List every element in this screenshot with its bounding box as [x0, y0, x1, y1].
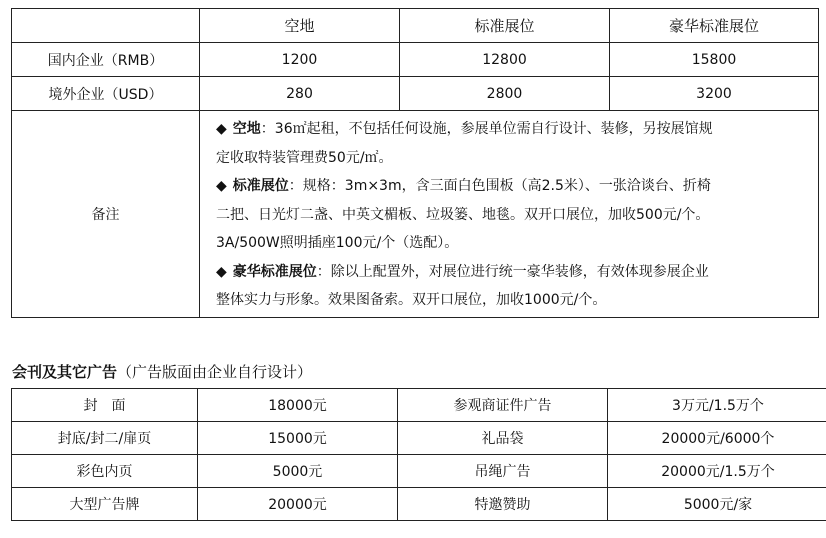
- note-text: 3A/500W照明插座100元/个（选配）。: [216, 235, 459, 251]
- header-corner-cell: [12, 9, 200, 43]
- booth-header-row: [12, 9, 819, 43]
- ad-price: 3万元/1.5万个: [608, 389, 826, 422]
- ad-price: 5000元: [198, 455, 398, 488]
- ad-item: 特邀赞助: [398, 488, 608, 521]
- table-row: [12, 488, 826, 521]
- note-text: ：规格：3m×3m，含三面白色围板（高2.5米）、一张洽谈台、折椅: [288, 178, 711, 194]
- ad-item: 参观商证件广告: [398, 389, 608, 422]
- ad-price: 5000元/家: [608, 488, 826, 521]
- diamond-bullet-icon: ◆: [216, 178, 227, 194]
- price-cell: 280: [200, 77, 400, 111]
- booth-price-table: [11, 8, 819, 318]
- ads-section-title: [12, 362, 312, 382]
- note-standard-booth: [216, 172, 812, 258]
- notes-label: 备注: [12, 111, 200, 318]
- ad-item: 吊绳广告: [398, 455, 608, 488]
- note-text: ：除以上配置外，对展位进行统一豪华装修，有效体现参展企业: [316, 263, 709, 280]
- ad-item: 大型广告牌: [12, 488, 198, 521]
- table-row: [12, 43, 819, 77]
- header-open-space: 空地: [200, 9, 400, 43]
- header-luxury-booth: 豪华标准展位: [610, 9, 819, 43]
- diamond-bullet-icon: ◆: [216, 121, 227, 137]
- ad-price: 20000元/6000个: [608, 422, 826, 455]
- note-text: 二把、日光灯二盏、中英文楣板、垃圾篓、地毯。双开口展位，加收500元/个。: [216, 206, 710, 223]
- ads-price-table: [11, 388, 826, 521]
- note-heading: 空地: [232, 121, 261, 137]
- price-cell: 12800: [400, 43, 610, 77]
- table-row: [12, 422, 826, 455]
- price-cell: 1200: [200, 43, 400, 77]
- note-text: 定收取特装管理费50元/㎡。: [216, 149, 393, 166]
- note-open-space: [216, 115, 812, 172]
- ads-title-note: （广告版面由企业自行设计）: [117, 363, 313, 381]
- ad-item: 彩色内页: [12, 455, 198, 488]
- ad-item: 礼品袋: [398, 422, 608, 455]
- diamond-bullet-icon: ◆: [216, 263, 227, 280]
- note-heading: 豪华标准展位: [232, 263, 317, 280]
- price-cell: 2800: [400, 77, 610, 111]
- ad-price: 20000元/1.5万个: [608, 455, 826, 488]
- note-text: 整体实力与形象。效果图备索。双开口展位，加收1000元/个。: [216, 292, 607, 308]
- note-heading: 标准展位: [232, 178, 289, 194]
- ad-price: 15000元: [198, 422, 398, 455]
- table-row: [12, 389, 826, 422]
- ad-price: 18000元: [198, 389, 398, 422]
- row-label-domestic: 国内企业（RMB）: [12, 43, 200, 77]
- row-label-overseas: 境外企业（USD）: [12, 77, 200, 111]
- price-cell: 3200: [610, 77, 819, 111]
- notes-row: [12, 111, 819, 318]
- price-cell: 15800: [610, 43, 819, 77]
- table-row: [12, 77, 819, 111]
- notes-content: [200, 111, 819, 318]
- ads-title-main: 会刊及其它广告: [12, 363, 118, 381]
- ad-item: 封底/封二/扉页: [12, 422, 198, 455]
- ad-price: 20000元: [198, 488, 398, 521]
- table-row: [12, 455, 826, 488]
- header-standard-booth: 标准展位: [400, 9, 610, 43]
- ad-item: 封 面: [12, 389, 198, 422]
- note-luxury-booth: [216, 258, 812, 315]
- note-text: ：36㎡起租，不包括任何设施，参展单位需自行设计、装修，另按展馆规: [260, 121, 713, 137]
